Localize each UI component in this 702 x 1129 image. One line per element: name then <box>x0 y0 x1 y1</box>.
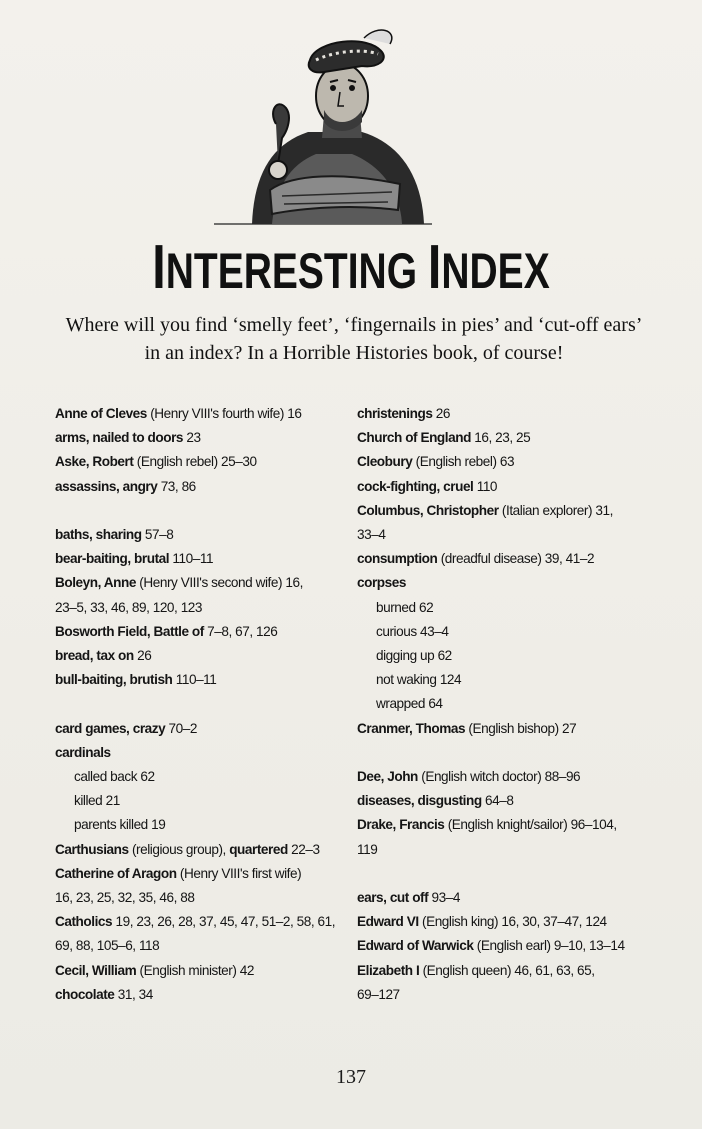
entry-pages: curious 43–4 <box>376 623 449 639</box>
entry-pages: killed 21 <box>74 793 120 809</box>
index-entry <box>357 765 649 789</box>
index-entry <box>55 838 355 862</box>
index-entry <box>55 620 355 644</box>
entry-pages: 64–8 <box>481 793 514 809</box>
page-number: 137 <box>336 1066 366 1088</box>
entry-gap <box>55 692 355 716</box>
index-subentry <box>357 692 649 716</box>
entry-pages: 19, 23, 26, 28, 37, 45, 47, 51–2, 58, 61, <box>112 914 336 930</box>
entry-heading: christenings <box>357 406 433 421</box>
entry-pages: (Italian explorer) 31, <box>498 502 613 518</box>
entry-continuation: 16, 23, 25, 32, 35, 46, 88 <box>55 890 195 906</box>
index-column-right <box>357 402 649 1007</box>
index-entry <box>357 475 649 499</box>
page-title: INTERESTING INDEX <box>152 233 550 302</box>
index-entry <box>55 402 355 426</box>
entry-heading: bear-baiting, brutal <box>55 551 170 567</box>
entry-heading: quartered <box>229 841 288 857</box>
entry-pages: burned 62 <box>376 599 434 615</box>
entry-pages: 26 <box>432 406 450 421</box>
entry-heading: arms, nailed to doors <box>55 430 184 446</box>
entry-pages: 110–11 <box>169 551 214 567</box>
index-subentry <box>357 596 649 620</box>
entry-pages: parents killed 19 <box>74 817 166 833</box>
index-entry <box>55 668 355 692</box>
index-subentry <box>55 765 355 789</box>
entry-pages: 70–2 <box>165 720 198 736</box>
entry-gap <box>357 741 649 765</box>
index-entry <box>357 571 649 595</box>
index-entry <box>55 644 355 668</box>
entry-pages: (Henry VIII's fourth wife) 16 <box>146 406 302 421</box>
entry-pages: (Henry VIII's second wife) 16, <box>135 575 303 591</box>
index-subentry <box>357 644 649 668</box>
entry-continuation: 69, 88, 105–6, 118 <box>55 938 160 954</box>
entry-heading: Cecil, William <box>55 962 137 978</box>
entry-heading: Anne of Cleves <box>55 406 147 421</box>
entry-pages: (English minister) 42 <box>136 962 254 978</box>
henry-viii-illustration <box>212 14 434 226</box>
entry-heading: Boleyn, Anne <box>55 575 136 591</box>
index-entry <box>357 813 649 861</box>
entry-heading: Church of England <box>357 430 471 446</box>
entry-pages: 73, 86 <box>157 478 196 494</box>
entry-heading: Aske, Robert <box>55 454 134 470</box>
index-entry <box>55 475 355 499</box>
entry-heading: bull-baiting, brutish <box>55 672 173 688</box>
entry-pages: (English bishop) 27 <box>465 720 577 736</box>
entry-pages: (religious group), <box>128 841 230 857</box>
index-subentry <box>55 789 355 813</box>
entry-heading: consumption <box>357 551 438 567</box>
entry-heading: baths, sharing <box>55 527 142 542</box>
entry-heading: Edward VI <box>357 914 419 930</box>
entry-pages: 57–8 <box>141 527 174 542</box>
entry-heading: Columbus, Christopher <box>357 502 499 518</box>
entry-pages: (Henry VIII's first wife) <box>176 865 302 881</box>
entry-heading: diseases, disgusting <box>357 793 482 809</box>
entry-heading: ears, cut off <box>357 890 429 906</box>
entry-pages: (dreadful disease) 39, 41–2 <box>437 551 595 567</box>
index-entry <box>357 717 649 741</box>
index-entry <box>357 886 649 910</box>
entry-heading: cock-fighting, cruel <box>357 478 474 494</box>
index-entry <box>55 983 355 1007</box>
entry-pages: (English earl) 9–10, 13–14 <box>473 938 625 954</box>
entry-heading: assassins, angry <box>55 478 158 494</box>
entry-pages: 26 <box>133 648 152 664</box>
entry-pages: 16, 23, 25 <box>470 430 531 446</box>
entry-pages: 110–11 <box>172 672 217 688</box>
index-entry <box>357 910 649 934</box>
index-subentry <box>357 668 649 692</box>
index-entry <box>55 547 355 571</box>
entry-continuation: 69–127 <box>357 986 400 1002</box>
entry-pages: called back 62 <box>74 769 155 785</box>
entry-heading: Elizabeth I <box>357 962 420 978</box>
index-subentry <box>357 620 649 644</box>
index-entry <box>357 789 649 813</box>
index-entry <box>55 450 355 474</box>
entry-pages: 23 <box>183 430 201 446</box>
entry-heading: Catherine of Aragon <box>55 865 177 881</box>
index-column-left <box>55 402 355 1007</box>
entry-heading: Dee, John <box>357 769 418 785</box>
entry-pages: (English king) 16, 30, 37–47, 124 <box>418 914 607 930</box>
entry-heading: Cranmer, Thomas <box>357 720 466 736</box>
entry-pages: wrapped 64 <box>376 696 443 712</box>
index-entry <box>55 959 355 983</box>
entry-heading: chocolate <box>55 986 115 1002</box>
intro-text: Where will you find ‘smelly feet’, ‘fingernails in pies’ and ‘cut-off ears’ in an index? In a Horrible Histories book, of course! <box>65 314 643 364</box>
entry-heading: Edward of Warwick <box>357 938 474 954</box>
entry-pages: 110 <box>473 478 498 494</box>
entry-gap <box>55 499 355 523</box>
entry-heading: Drake, Francis <box>357 817 445 833</box>
index-entry <box>357 934 649 958</box>
entry-pages: not waking 124 <box>376 672 462 688</box>
index-entry <box>55 910 355 958</box>
index-entry <box>55 862 355 910</box>
entry-pages: 31, 34 <box>114 986 153 1002</box>
entry-heading: corpses <box>357 575 406 591</box>
entry-pages: 22–3 <box>287 841 320 857</box>
entry-heading: card games, crazy <box>55 720 166 736</box>
entry-heading: cardinals <box>55 744 111 760</box>
index-subentry <box>55 813 355 837</box>
index-entry <box>357 402 649 426</box>
index-entry <box>357 547 649 571</box>
entry-pages: digging up 62 <box>376 648 452 664</box>
index-entry <box>357 959 649 1007</box>
entry-pages: (English queen) 46, 61, 63, 65, <box>419 962 595 978</box>
index-entry <box>55 571 355 619</box>
entry-gap <box>357 862 649 886</box>
entry-heading: Bosworth Field, Battle of <box>55 623 204 639</box>
entry-heading: Cleobury <box>357 454 413 470</box>
entry-continuation: 33–4 <box>357 527 386 543</box>
entry-heading: bread, tax on <box>55 648 134 664</box>
entry-pages: (English witch doctor) 88–96 <box>417 769 581 785</box>
index-entry <box>357 499 649 547</box>
index-entry <box>55 523 355 547</box>
index-entry <box>55 426 355 450</box>
entry-continuation: 119 <box>357 841 378 857</box>
index-entry <box>357 426 649 450</box>
entry-pages: 7–8, 67, 126 <box>203 623 278 639</box>
index-entry <box>55 741 355 765</box>
entry-pages: (English rebel) 25–30 <box>133 454 257 470</box>
entry-heading: Catholics <box>55 914 113 930</box>
entry-pages: 93–4 <box>428 890 460 906</box>
entry-continuation: 23–5, 33, 46, 89, 120, 123 <box>55 599 203 615</box>
entry-pages: (English knight/sailor) 96–104, <box>444 817 617 833</box>
index-entry <box>55 717 355 741</box>
entry-pages: (English rebel) 63 <box>412 454 515 470</box>
entry-heading: Carthusians <box>55 841 129 857</box>
index-entry <box>357 450 649 474</box>
